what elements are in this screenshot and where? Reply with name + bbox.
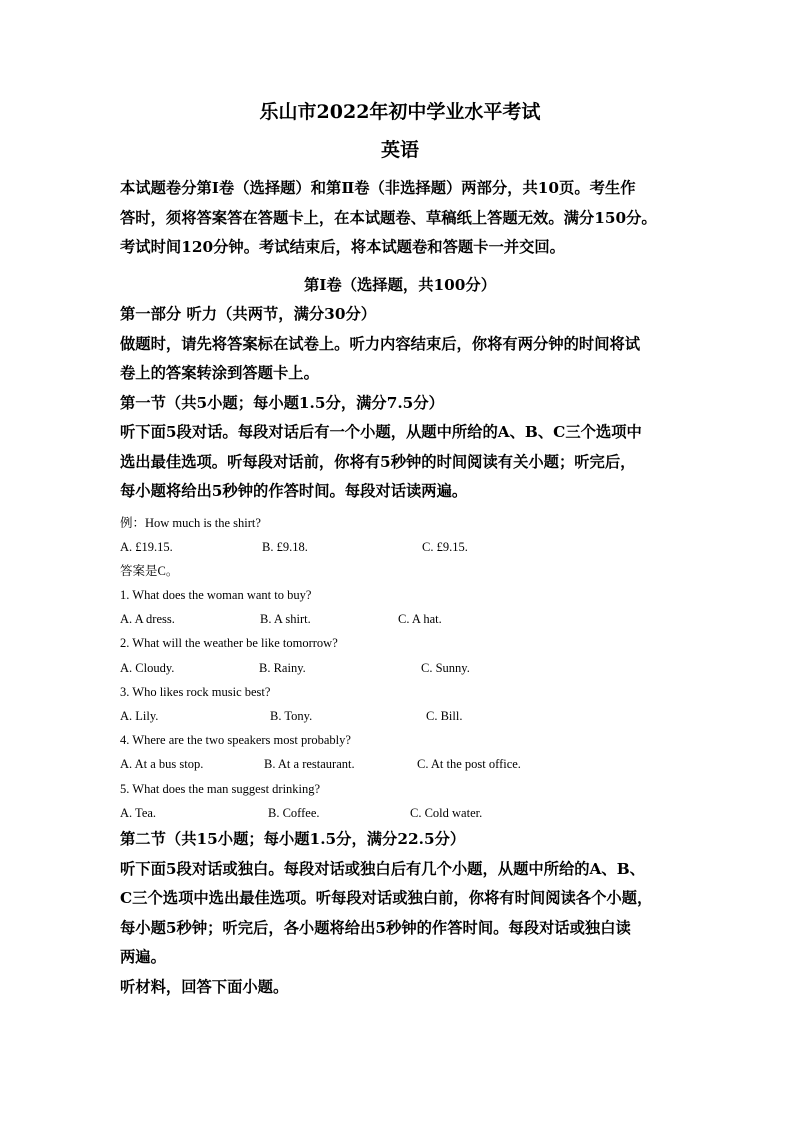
option-a: A. Tea. bbox=[120, 805, 157, 820]
instruction-line: 听下面5段对话或独白。每段对话或独白后有几个小题，从题中所给的A、B、 bbox=[120, 859, 645, 878]
instruction-line: 做题时，请先将答案标在试卷上。听力内容结束后，你将有两分钟的时间将试 bbox=[120, 334, 641, 353]
option-c: C. Bill. bbox=[426, 709, 463, 724]
option-c: C. A hat. bbox=[398, 612, 442, 627]
section2-prompt: 听材料，回答下面小题。 bbox=[120, 977, 289, 996]
option-a: A. £19.15. bbox=[120, 539, 173, 554]
question-2: 2. What will the weather be like tomorrow? bbox=[120, 636, 338, 651]
question-4: 4. Where are the two speakers most probably? bbox=[120, 733, 351, 748]
subject-title: 英语 bbox=[380, 139, 419, 161]
intro-paragraph bbox=[120, 174, 680, 263]
option-b: B. A shirt. bbox=[260, 612, 311, 627]
question-5: 5. What does the man suggest drinking? bbox=[120, 781, 321, 796]
instruction-line: 两遍。 bbox=[120, 948, 166, 967]
option-b: B. At a restaurant. bbox=[264, 757, 355, 772]
instruction-line: C三个选项中选出最佳选项。听每段对话或独白前，你将有时间阅读各个小题， bbox=[120, 889, 653, 908]
option-c: C. Cold water. bbox=[410, 805, 483, 820]
section1-instructions bbox=[120, 418, 680, 507]
intro-line: 答时，须将答案答在答题卡上，在本试题卷、草稿纸上答题无效。满分150分。 bbox=[120, 208, 657, 227]
intro-line: 考试时间120分钟。考试结束后，将本试题卷和答题卡一并交回。 bbox=[120, 238, 565, 256]
section2-title: 第二节（共15小题；每小题1.5分，满分22.5分） bbox=[120, 830, 466, 849]
question-3-options bbox=[120, 704, 680, 728]
exam-page bbox=[120, 96, 680, 1002]
section2-instructions bbox=[120, 855, 680, 973]
example-options bbox=[120, 535, 680, 559]
instruction-line: 听下面5段对话。每段对话后有一个小题，从题中所给的A、B、C三个选项中 bbox=[120, 423, 642, 441]
option-c: C. Sunny. bbox=[421, 660, 470, 675]
option-b: B. Coffee. bbox=[268, 805, 320, 820]
instruction-line: 选出最佳选项。听每段对话前，你将有5秒钟的时间阅读有关小题；听完后， bbox=[120, 452, 636, 471]
option-a: A. Cloudy. bbox=[120, 660, 175, 675]
option-b: B. £9.18. bbox=[262, 539, 308, 554]
exam-title: 乐山市2022年初中学业水平考试 bbox=[259, 101, 541, 123]
example-question: 例：How much is the shirt? bbox=[120, 515, 261, 530]
question-5-options bbox=[120, 801, 680, 825]
option-a: A. At a bus stop. bbox=[120, 757, 204, 772]
option-c: C. At the post office. bbox=[417, 757, 521, 772]
option-a: A. A dress. bbox=[120, 612, 175, 627]
option-a: A. Lily. bbox=[120, 709, 159, 724]
question-4-options bbox=[120, 752, 680, 776]
instruction-line: 每小题5秒钟；听完后，各小题将给出5秒钟的作答时间。每段对话或独白读 bbox=[120, 918, 631, 937]
question-1: 1. What does the woman want to buy? bbox=[120, 588, 312, 603]
example-answer: 答案是C。 bbox=[120, 563, 179, 578]
question-2-options bbox=[120, 656, 680, 680]
question-1-options bbox=[120, 607, 680, 631]
part1-title: 第一部分 听力（共两节，满分30分） bbox=[120, 305, 377, 323]
question-3: 3. Who likes rock music best? bbox=[120, 684, 271, 699]
option-b: B. Rainy. bbox=[259, 660, 306, 675]
volume-title: 第Ⅰ卷（选择题，共100分） bbox=[303, 275, 497, 294]
section1-title: 第一节（共5小题；每小题1.5分，满分7.5分） bbox=[120, 393, 444, 412]
instruction-line: 每小题将给出5秒钟的作答时间。每段对话读两遍。 bbox=[120, 482, 468, 500]
instruction-line: 卷上的答案转涂到答题卡上。 bbox=[120, 364, 319, 382]
option-b: B. Tony. bbox=[270, 709, 313, 724]
part1-instructions bbox=[120, 330, 680, 389]
option-c: C. £9.15. bbox=[422, 539, 468, 554]
intro-line: 本试题卷分第Ⅰ卷（选择题）和第Ⅱ卷（非选择题）两部分，共10页。考生作 bbox=[120, 179, 636, 197]
